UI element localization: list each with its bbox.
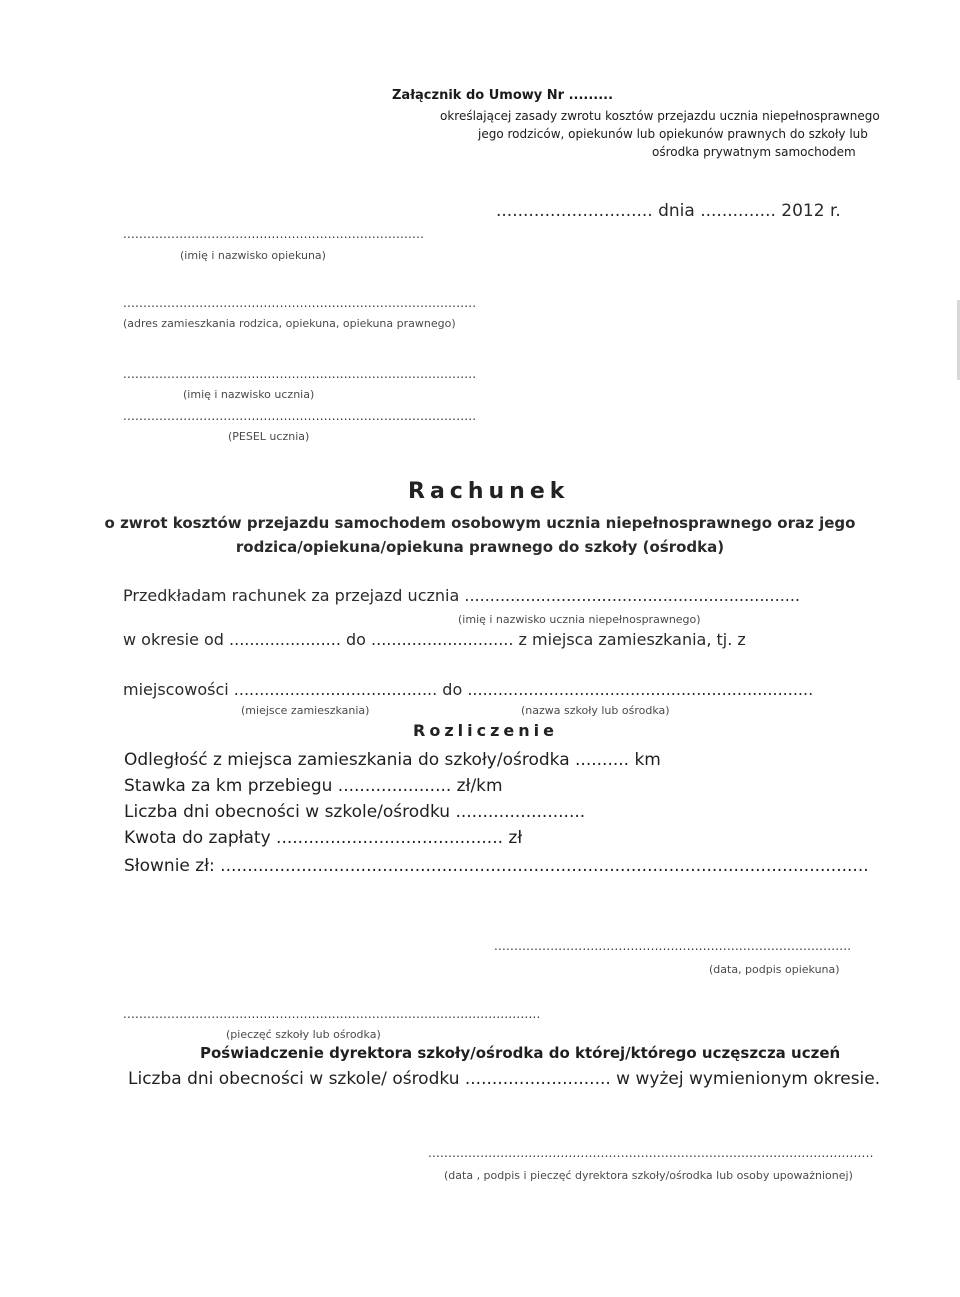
guardian-name-field[interactable]: ........................................................................... — [123, 227, 425, 241]
student-caption-body: (imię i nazwisko ucznia niepełnosprawnego) — [458, 613, 701, 626]
annex-line-4: ośrodka prywatnym samochodem — [652, 145, 856, 159]
calc-distance[interactable]: Odległość z miejsca zamieszkania do szkoły/ośrodka .......... km — [124, 750, 661, 770]
calculation-title: Rozliczenie — [413, 721, 558, 740]
certification-title: Poświadczenie dyrektora szkoły/ośrodka do której/którego uczęszcza uczeń — [200, 1044, 841, 1062]
body-line-3[interactable]: miejscowości ........................................ do .................................................................... — [123, 680, 814, 699]
body-line-1[interactable]: Przedkładam rachunek za przejazd ucznia .................................................................. — [123, 586, 801, 605]
date-line[interactable]: ............................. dnia .............. 2012 r. — [496, 201, 841, 221]
body-line-2[interactable]: w okresie od ...................... do ............................ z miejsca zamieszkania, tj. z — [123, 630, 746, 649]
calc-rate[interactable]: Stawka za km przebiegu ..................... zł/km — [124, 776, 503, 796]
director-signature-caption: (data , podpis i pieczęć dyrektora szkoły/ośrodka lub osoby upoważnionej) — [444, 1169, 853, 1182]
school-stamp-caption: (pieczęć szkoły lub ośrodka) — [226, 1028, 381, 1041]
document-title: Rachunek — [408, 479, 570, 504]
calc-amount[interactable]: Kwota do zapłaty .......................................... zł — [124, 828, 523, 848]
director-signature-field[interactable]: ............................................................................................................... — [428, 1146, 874, 1160]
pesel-caption: (PESEL ucznia) — [228, 430, 310, 443]
address-field[interactable]: ........................................................................................ — [123, 296, 477, 310]
pesel-field[interactable]: ........................................................................................ — [123, 409, 477, 423]
guardian-signature-caption: (data, podpis opiekuna) — [709, 963, 840, 976]
student-name-caption: (imię i nazwisko ucznia) — [183, 388, 315, 401]
calc-days[interactable]: Liczba dni obecności w szkole/ośrodku ........................ — [124, 802, 586, 822]
document-subtitle: o zwrot kosztów przejazdu samochodem osobowym ucznia niepełnosprawnego oraz jego rodzica/opiekuna/opiekuna prawnego do szkoły (ośrodka) — [104, 514, 856, 556]
certification-line[interactable]: Liczba dni obecności w szkole/ ośrodku ........................... w wyżej wymienionym okresie. — [128, 1069, 881, 1089]
annex-line-2: określającej zasady zwrotu kosztów przejazdu ucznia niepełnosprawnego — [440, 109, 880, 123]
student-name-field[interactable]: ........................................................................................ — [123, 367, 477, 381]
guardian-signature-field[interactable]: ......................................................................................... — [494, 939, 852, 953]
address-caption: (adres zamieszkania rodzica, opiekuna, opiekuna prawnego) — [123, 317, 456, 330]
calc-words[interactable]: Słownie zł: ........................................................................................................................ — [124, 856, 869, 876]
school-stamp-field[interactable]: ........................................................................................................ — [123, 1007, 541, 1021]
residence-caption: (miejsce zamieszkania) — [241, 704, 370, 717]
guardian-name-caption: (imię i nazwisko opiekuna) — [180, 249, 326, 262]
annex-line-3: jego rodziców, opiekunów lub opiekunów prawnych do szkoły lub — [478, 127, 868, 141]
annex-title: Załącznik do Umowy Nr ......... — [392, 88, 614, 103]
school-caption: (nazwa szkoły lub ośrodka) — [521, 704, 670, 717]
